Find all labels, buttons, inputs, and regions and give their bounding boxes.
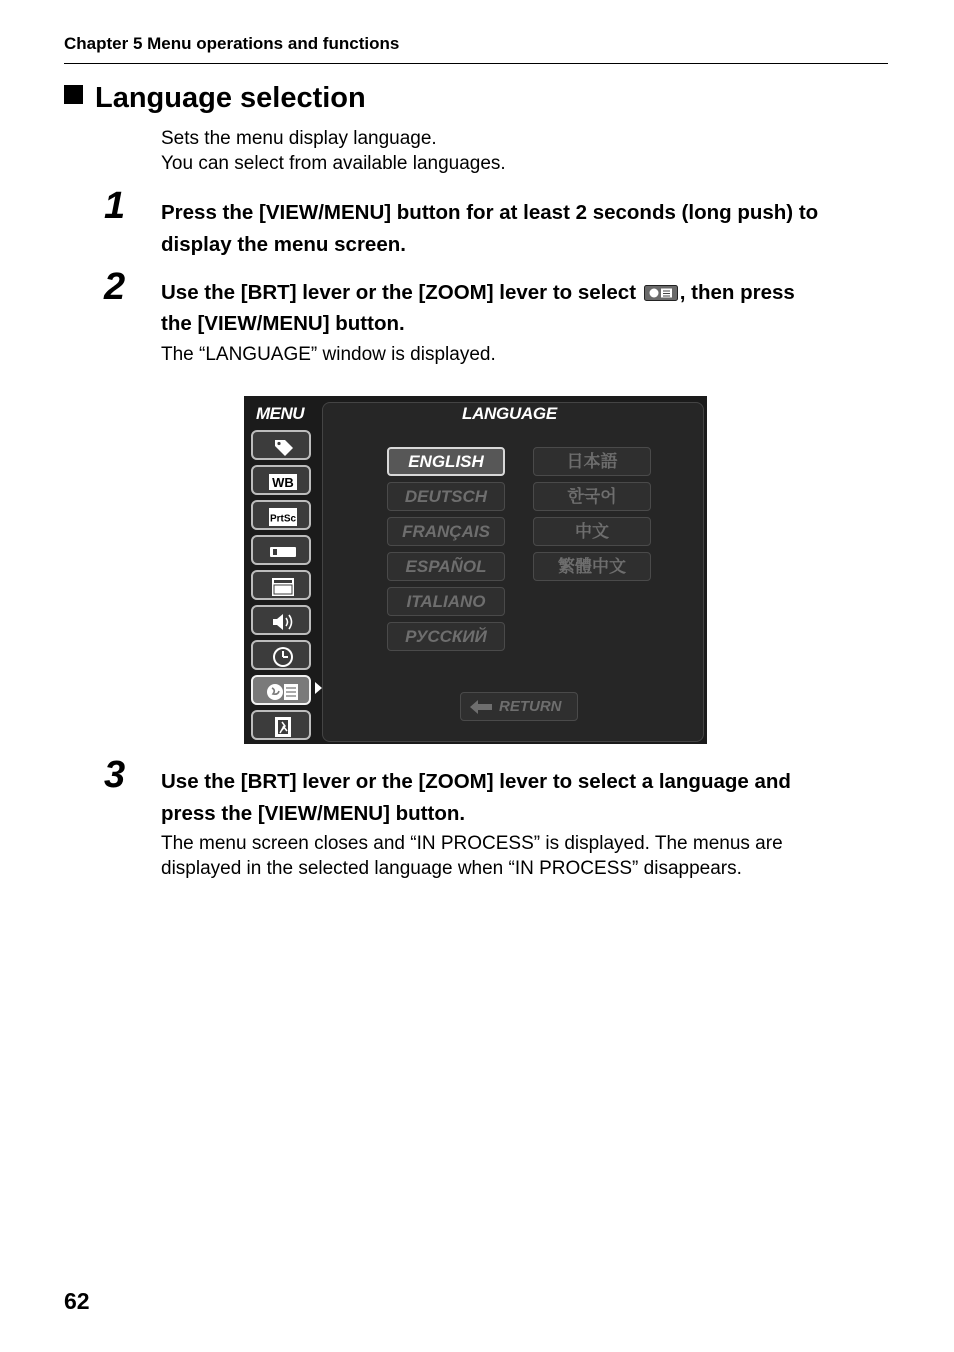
step-3-line-2: press the [VIEW/MENU] button. [161, 802, 466, 825]
step-1-number: 1 [104, 185, 126, 227]
language-option-francais[interactable]: FRANÇAIS [387, 517, 505, 546]
prtsc-icon [253, 502, 313, 532]
sidebar-item-tag[interactable] [251, 430, 311, 460]
section-title [64, 82, 366, 115]
step-1-line-1: Press the [VIEW/MENU] button for at least 2 seconds (long push) to [161, 201, 819, 224]
sidebar-title: MENU [256, 404, 305, 423]
step-2-note: The “LANGUAGE” window is displayed. [161, 344, 496, 365]
display-icon [253, 572, 313, 602]
prtsc-icon-label: PrtSc [269, 513, 297, 525]
step-2-number: 2 [104, 266, 126, 308]
language-option-russian[interactable]: РУССКИЙ [387, 622, 505, 651]
step-3-number: 3 [104, 754, 126, 796]
wb-icon [253, 467, 313, 497]
language-option-deutsch[interactable]: DEUTSCH [387, 482, 505, 511]
sidebar-item-speaker[interactable] [251, 605, 311, 635]
chapter-header: Chapter 5 Menu operations and functions [64, 34, 400, 53]
language-panel-title: LANGUAGE [462, 404, 557, 423]
language-menu-icon [644, 285, 678, 301]
return-button-label: RETURN [499, 698, 562, 715]
sidebar-item-clock[interactable] [251, 640, 311, 670]
return-button[interactable] [460, 692, 578, 721]
language-option-traditional-chinese[interactable]: 繁體中文 [533, 552, 651, 581]
sidebar-item-usb[interactable] [251, 535, 311, 565]
language-option-italiano[interactable]: ITALIANO [387, 587, 505, 616]
page-number: 62 [64, 1288, 90, 1314]
step-2-text-pre: Use the [BRT] lever or the [ZOOM] lever to select [161, 281, 637, 304]
sidebar-item-language[interactable] [251, 675, 311, 705]
language-icon [253, 677, 313, 707]
language-menu-screen [244, 396, 707, 744]
square-bullet-icon [64, 85, 83, 104]
sidebar-item-prtsc[interactable] [251, 500, 311, 530]
language-option-japanese[interactable]: 日本語 [533, 447, 651, 476]
step-3-note-2: displayed in the selected language when “IN PROCESS” disappears. [161, 858, 742, 879]
step-3-line-1: Use the [BRT] lever or the [ZOOM] lever to select a language and [161, 770, 791, 793]
sidebar-item-exit[interactable] [251, 710, 311, 740]
wb-icon-label: WB [272, 475, 294, 490]
return-arrow-icon [469, 699, 493, 715]
language-option-simplified-chinese[interactable]: 中文 [533, 517, 651, 546]
step-3-note-1: The menu screen closes and “IN PROCESS” is displayed. The menus are [161, 833, 783, 854]
sidebar-item-wb[interactable] [251, 465, 311, 495]
step-2-line-2: the [VIEW/MENU] button. [161, 312, 405, 335]
clock-icon [253, 642, 313, 672]
tag-icon [253, 432, 313, 462]
exit-icon [253, 712, 313, 742]
step-2-line-1 [161, 277, 795, 309]
step-1-line-2: display the menu screen. [161, 233, 406, 256]
section-title-text: Language selection [95, 82, 366, 114]
language-option-english[interactable]: ENGLISH [387, 447, 505, 476]
selection-arrow-icon [315, 682, 322, 694]
step-2-text-post: , then press [679, 281, 795, 304]
language-option-espanol[interactable]: ESPAÑOL [387, 552, 505, 581]
usb-icon [253, 537, 313, 567]
intro-text-2: You can select from available languages. [161, 153, 506, 174]
sidebar-item-display[interactable] [251, 570, 311, 600]
language-option-korean[interactable]: 한국어 [533, 482, 651, 511]
speaker-icon [253, 607, 313, 637]
header-divider [64, 63, 888, 64]
intro-text-1: Sets the menu display language. [161, 128, 437, 149]
